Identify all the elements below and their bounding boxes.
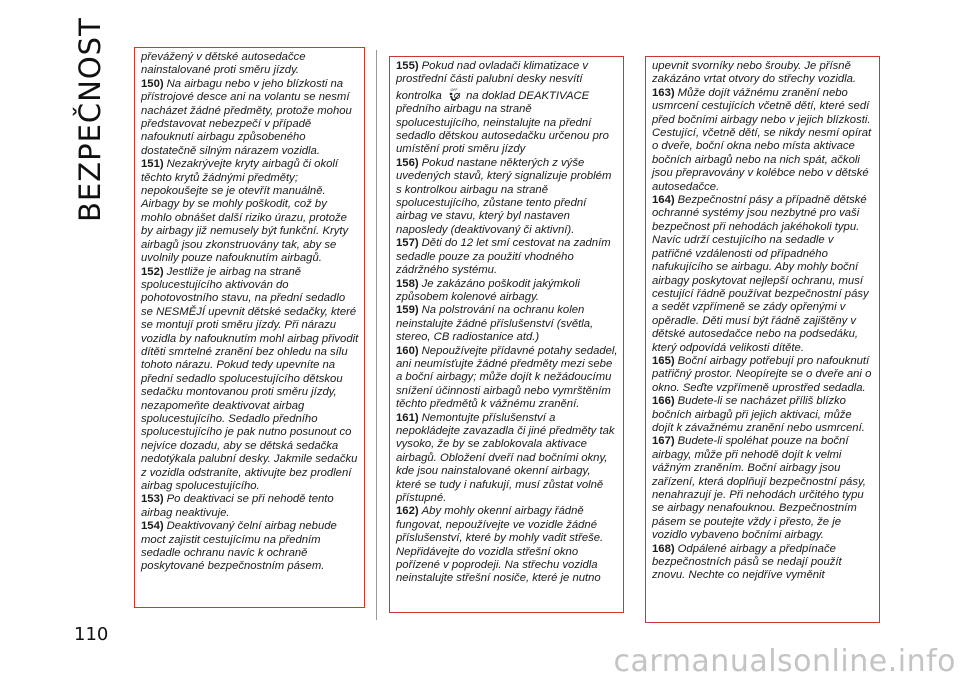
paragraph-number: 160) — [396, 344, 419, 357]
paragraph-156 — [396, 157, 618, 237]
paragraph-168 — [652, 543, 874, 583]
paragraph-text: Odpálené airbagy a předpínače bezpečnostních pásů se nedají použít znovu. Nechte co nejdříve vyměnit — [652, 542, 842, 582]
column-3 — [645, 56, 880, 623]
paragraph-154 — [141, 520, 359, 574]
paragraph-153 — [141, 493, 359, 520]
paragraph-text: Na airbagu nebo v jeho blízkosti na přístrojové desce ani na volantu se nesmí nacházet žádné předměty, protože mohou představovat nebezpečí v případě nafouknutí airbagu způsobeného dostatečně silným nárazem vozidla. — [141, 77, 352, 157]
paragraph-number: 167) — [652, 435, 675, 448]
paragraph-number: 158) — [396, 277, 419, 290]
paragraph-number: 154) — [141, 520, 164, 533]
paragraph-number: 151) — [141, 158, 164, 171]
paragraph-number: 153) — [141, 493, 164, 506]
paragraph-152 — [141, 266, 359, 494]
paragraph-151 — [141, 158, 359, 265]
airbag-off-label: OFF — [450, 87, 458, 92]
paragraph-text: upevnit svorníky nebo šrouby. Je přísně zakázáno vrtat otvory do střechy vozidla. — [652, 60, 857, 86]
paragraph-number: 157) — [396, 237, 419, 250]
paragraph-text: Je zakázáno poškodit jakýmkoli způsobem kolenové airbagy. — [396, 277, 580, 303]
paragraph-text: Po deaktivaci se při nehodě tento airbag neaktivuje. — [141, 493, 334, 519]
paragraph-text: Jestliže je airbag na straně spolucestujícího aktivován do pohotovostního stavu, na přední sedadlo se NESMĚJÍ upevnit dětské sedačky, které se montují proti směru jízdy. Při nárazu vozidla by nafouknutím mohl airbag přivodit dítěti smrtelné zranění bez ohledu na sílu tohoto nárazu. Pokud tedy upevníte na přední sedadlo spolucestujícího dětskou sedačku montovanou proti směru jízdy, nezapomeňte deaktivovat airbag spolucestujícího. Sedadlo předního spolucestujícího je pak nutno posunout co nejvíce dozadu, aby se dětská sedačka nedotýkala palubní desky. Jakmile sedačku z vozidla odstraníte, aktivujte bez prodlení airbag spolucestujícího. — [141, 265, 359, 492]
passenger-airbag-off-icon — [447, 87, 461, 103]
paragraph-number: 164) — [652, 194, 675, 207]
paragraph-text: Nezakrývejte kryty airbagů či okolí těchto krytů žádnými předměty; nepokoušejte se je otevřít manuálně. Airbagy by se mohly poškodit, což by mohlo obnášet další riziko úrazu, protože by airbagy již nemusely být funkční. Kryty airbagů jsou zkonstruovány tak, aby se uvolnily pouze nafouknutím airbagů. — [141, 158, 349, 265]
column-divider — [376, 50, 377, 620]
column-1 — [134, 47, 365, 608]
paragraph-number: 166) — [652, 395, 675, 408]
paragraph-158 — [396, 278, 618, 305]
paragraph-text: Boční airbagy potřebují pro nafouknutí patřičný prostor. Neopírejte se o dveře ani o okno. Seďte vzpřímeně uprostřed sedadla. — [652, 354, 872, 394]
paragraph-text: Děti do 12 let smí cestovat na zadním sedadle pouze za použití vhodného zádržného systému. — [396, 237, 611, 277]
column-2 — [389, 56, 624, 613]
paragraph-157 — [396, 237, 618, 277]
paragraph-159 — [396, 304, 618, 344]
watermark: carmanualsonline.info — [613, 644, 956, 679]
paragraph-166 — [652, 395, 874, 435]
paragraph-150 — [141, 78, 359, 158]
paragraph-167 — [652, 435, 874, 542]
paragraph-text: Bezpečnostní pásy a případně dětské ochranné systémy jsou nezbytné pro vaši bezpečnost při nehodách jakéhokoli typu. Navíc udrží cestujícího na sedadle v patřičné vzdálenosti od případného nafukujícího se airbagu. Aby mohly boční airbagy poskytovat nejlepší ochranu, musí cestující řádně používat bezpečnostní pásy a sedět vzpřímeně se zády opřenými v opěradle. Děti musí být řádně zajištěny v dětské autosedačce nebo na podsedáku, který odpovídá velikosti dítěte. — [652, 194, 869, 354]
paragraph-number: 152) — [141, 265, 164, 278]
paragraph-155 — [396, 60, 618, 157]
paragraph-162 — [396, 505, 618, 585]
paragraph-text: na doklad DEAKTIVACE předního airbagu na straně spolucestujícího, neinstalujte na přední sedadlo dětskou autosedačku určenou pro umístění proti směru jízdy — [396, 89, 609, 156]
paragraph-number: 150) — [141, 77, 164, 90]
paragraph-text: Pokud nastane některých z výše uvedených stavů, který signalizuje problém s kontrolkou airbagu na straně spolucestujícího, zůstane tento přední airbag ve stavu, který byl nastaven naposledy (deaktivovaný či aktivní). — [396, 156, 612, 236]
paragraph-text: Budete-li se nacházet příliš blízko bočních airbagů při jejich aktivaci, může dojít k závažnému zranění nebo usmrcení. — [652, 395, 865, 434]
paragraph-number: 156) — [396, 156, 419, 169]
paragraph-number: 155) — [396, 60, 419, 72]
paragraph-number: 159) — [396, 304, 419, 317]
paragraph-cont — [652, 60, 874, 87]
paragraph-text: Budete-li spoléhat pouze na boční airbagy, může při nehodě dojít k velmi vážným zraněním. Boční airbagy jsou zařízení, která doplňují bezpečnostní pásy, nenahrazují je. Při nehodách určitého typu se airbagy nenafouknou. Bezpečnostním pásem se poutejte vždy i přesto, že je vozidlo vybaveno bočními airbagy. — [652, 435, 866, 542]
paragraph-163 — [652, 87, 874, 194]
paragraph-text: Pokud nad ovladači klimatizace v prostřední části palubní desky nesvítí kontrolka — [396, 60, 589, 102]
paragraph-text: Na polstrování na ochranu kolen neinstalujte žádné příslušenství (světla, stereo, CB radiostanice atd.) — [396, 304, 594, 344]
paragraph-text: Nemontujte příslušenství a nepokládejte zavazadla či jiné předměty tak vysoko, že by se zablokovala aktivace airbagů. Obložení dveří nad bočními okny, kde jsou nainstalované okenní airbagy, které se tudy i nafukují, musí zůstat volně přístupné. — [396, 411, 615, 504]
paragraph-text: Aby mohly okenní airbagy řádně fungovat, nepoužívejte ve vozidle žádné příslušenství, které by mohly vadit střeše. Nepřidávejte do vozidla střešní okno pořízené v poprodeji. Na střechu vozidla neinstalujte střešní nosiče, které je nutno — [396, 505, 604, 585]
paragraph-number: 165) — [652, 354, 675, 367]
paragraph-165 — [652, 355, 874, 395]
paragraph-number: 168) — [652, 542, 675, 555]
paragraph-164 — [652, 194, 874, 355]
paragraph-text: Nepoužívejte přídavné potahy sedadel, ani neumísťujte žádné předměty mezi sebe a boční airbagy; může dojít k nežádoucímu snížení účinnosti airbagů nebo vymrštěním těchto předmětů k vážnému zranění. — [396, 344, 618, 411]
paragraph-text: Může dojít vážnému zranění nebo usmrcení cestujících včetně dětí, které sedí před bočními airbagy nebo v jejich blízkosti. Cestující, včetně dětí, se nikdy nesmí opírat o dveře, boční okna nebo místa aktivace bočních airbagů nebo na nich spát, ačkoli jsou přepravovány v kolébce nebo v dětské autosedačce. — [652, 86, 872, 193]
paragraph-text: Deaktivovaný čelní airbag nebude moct zajistit cestujícímu na předním sedadle ochranu navíc k ochraně poskytované bezpečnostním pásem. — [141, 520, 337, 573]
paragraph-text: převážený v dětské autosedačce nainstalované proti směru jízdy. — [141, 51, 306, 77]
section-title: BEZPEČNOST — [73, 17, 107, 222]
paragraph-number: 162) — [396, 505, 419, 518]
paragraph-number: 161) — [396, 411, 419, 424]
page-number: 110 — [74, 624, 109, 645]
paragraph-number: 163) — [652, 86, 675, 99]
paragraph-161 — [396, 412, 618, 506]
paragraph-cont — [141, 51, 359, 78]
paragraph-160 — [396, 345, 618, 412]
